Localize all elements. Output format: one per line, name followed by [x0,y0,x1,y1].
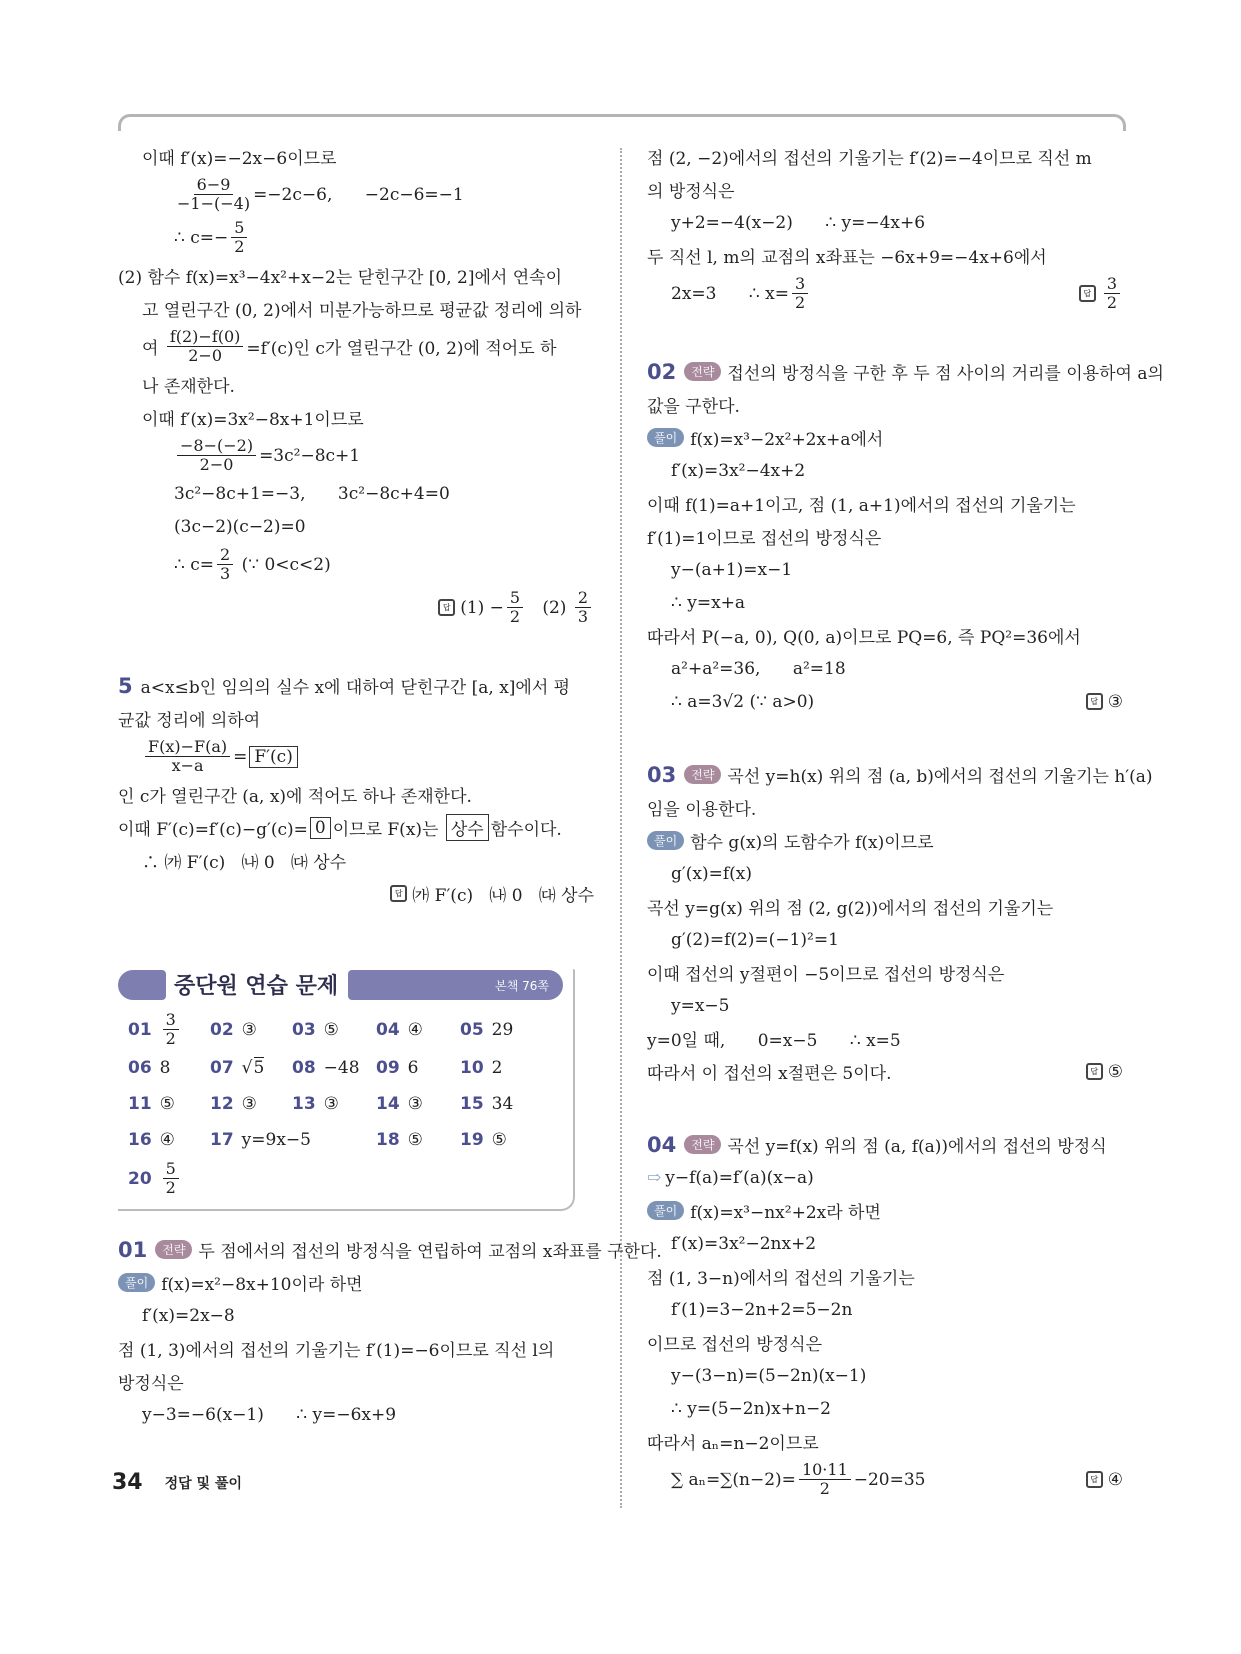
text-line [647,652,1123,685]
problem-number: 03 [647,762,677,787]
problem-number: 5 [118,673,133,698]
text-run: ∴ y=x+a [671,592,746,613]
text-run: y−(a+1)=x−1 [671,559,793,580]
text-line [118,877,594,910]
text-run: 2x=3 ∴ x= [671,283,789,304]
text-line [647,388,1123,421]
summary-problem-number: 02 [210,1019,234,1040]
text-run: g′(x)=f(x) [671,863,752,884]
summary-problem-number: 13 [292,1094,316,1114]
fraction [177,176,250,213]
numerator: 2 [217,546,233,565]
text-line [118,844,594,877]
text-line [118,510,594,543]
text-run: 따라서 이 접선의 x절편은 5이다. [647,1064,892,1084]
fraction [217,546,233,583]
text-run: 점 (2, −2)에서의 접선의 기울기는 f′(2)=−4이므로 직선 m [647,149,1092,169]
fraction [163,1160,179,1197]
summary-bar [348,970,563,1000]
fraction [575,589,591,626]
text-line [647,1425,1123,1458]
numerator: f(2)−f(0) [167,328,244,347]
fraction [792,275,808,312]
answer [390,881,594,906]
page-footer [112,1470,242,1495]
radical-sign: √ [241,1058,253,1078]
text-line [647,1022,1123,1055]
text-line [118,259,594,292]
answer [1079,275,1123,312]
denominator: 3 [577,607,588,626]
text-run: ∴ a=3√2 (∵ a>0) [671,691,815,712]
summary-answers-box [118,1005,575,1211]
fraction [145,738,230,775]
text-run: 접선의 방정식을 구한 후 두 점 사이의 거리를 이용하여 a의 [727,364,1164,384]
boxed-answer: 0 [310,817,331,839]
denominator: 2 [819,1479,830,1498]
fraction [167,328,244,365]
left-solutions-2 [118,1233,662,1431]
text-line [647,685,1123,718]
answer [1086,1062,1123,1082]
radicand: 5 [253,1058,265,1078]
summary-answer-item [292,1052,376,1084]
text-run: ④ [1107,1469,1123,1490]
text-run: −20=35 [853,1469,926,1490]
answer-icon: 답 [1079,285,1096,302]
summary-answer-item [460,1088,544,1120]
summary-answer-item [128,1124,210,1156]
text-run: 여 [142,339,164,359]
text-run: y−f(a)=f′(a)(x−a) [665,1167,814,1188]
text-line [647,1458,1123,1501]
text-line [647,824,1123,857]
text-run: f(x)=x³−2x²+2x+a에서 [690,430,884,450]
text-run: = [233,746,248,767]
text-line [118,811,594,844]
text-line [647,791,1123,824]
numerator: 10·11 [799,1461,851,1480]
summary-problem-number: 20 [128,1168,152,1189]
text-line [118,586,594,629]
summary-answer-item [376,1011,460,1048]
text-run: ∴ c=− [174,227,229,248]
text-line [118,325,594,368]
answer [1086,1470,1123,1490]
summary-answer-item [128,1011,210,1048]
text-run: 방정식은 [118,1374,184,1394]
text-line [118,173,594,216]
summary-answer-item [376,1052,460,1084]
column-divider [620,148,622,1508]
answer-icon: 답 [1086,1063,1103,1080]
denominator: 3 [220,564,231,583]
left-solutions [118,140,594,910]
text-line [647,1055,1123,1088]
strategy-badge: 전략 [684,765,721,784]
text-run: 점 (1, 3)에서의 접선의 기울기는 f′(1)=−6이므로 직선 l의 [118,1341,555,1361]
text-line [118,1332,594,1365]
denominator: 2 [509,607,521,626]
page-number: 34 [112,1470,143,1495]
text-run: f(x)=x³−nx²+2x라 하면 [690,1203,881,1223]
text-run: 이때 접선의 y절편이 −5이므로 접선의 방정식은 [647,965,1005,985]
fraction [1104,275,1120,312]
text-run: −48 [323,1058,360,1078]
text-run: 두 직선 l, m의 교점의 x좌표는 −6x+9=−4x+6에서 [647,248,1047,268]
text-run: 34 [491,1094,514,1114]
answer-icon: 답 [438,599,455,616]
text-line [118,1299,594,1332]
denominator: 2−0 [199,455,234,474]
right-column [647,140,1164,1501]
text-line [118,477,594,510]
numerator: −8−(−2) [177,437,256,456]
text-run: ④ [159,1130,175,1150]
text-run: =−2c−6, −2c−6=−1 [253,184,464,205]
denominator: 2 [234,237,245,256]
solution-badge: 풀이 [647,428,684,447]
text-line [647,1194,1123,1227]
denominator: 2 [165,1029,176,1048]
text-run: ㈎ F′(c) ㈏ 0 ㈐ 상수 [412,886,594,906]
text-run: 곡선 y=g(x) 위의 점 (2, g(2))에서의 접선의 기울기는 [647,899,1054,919]
strategy-badge: 전략 [155,1240,192,1259]
fraction [799,1461,851,1498]
summary-problem-number: 17 [210,1130,234,1150]
text-run: 값을 구한다. [647,397,740,417]
denominator: −1−(−4) [177,194,251,213]
summary-answer-item [210,1052,292,1084]
text-run: ∴ c= [174,554,214,575]
text-run: 점 (1, 3−n)에서의 접선의 기울기는 [647,1269,915,1289]
fraction [231,219,247,256]
summary-page-ref: 본책 76쪽 [495,979,549,993]
text-run: f′(x)=3x²−4x+2 [671,460,806,481]
numerator: 3 [1104,275,1120,294]
text-line [647,890,1123,923]
summary-problem-number: 09 [376,1058,400,1078]
text-run: (∵ 0<c<2) [236,554,331,575]
text-run: a<x≤b인 임의의 실수 x에 대하여 닫힌구간 [a, x]에서 평 [140,678,571,698]
text-run: 함수 g(x)의 도함수가 f(x)이므로 [690,833,934,853]
text-run: ⑤ [323,1019,339,1040]
text-run: 고 열린구간 (0, 2)에서 미분가능하므로 평균값 정리에 의하 [142,301,582,321]
text-run: ③ [323,1094,339,1114]
text-run: f(x)=x²−8x+10이라 하면 [161,1275,363,1295]
text-run: 8 [159,1058,171,1078]
text-line [118,292,594,325]
summary-title: 중단원 연습 문제 [174,974,339,999]
text-run: 곡선 y=h(x) 위의 점 (a, b)에서의 접선의 기울기는 h′(a) [727,767,1153,787]
fraction [163,1011,179,1048]
text-run: ⑤ [1107,1061,1123,1082]
text-run: (1) − [460,597,504,618]
text-run: 29 [491,1019,514,1040]
text-line [647,1161,1123,1194]
solution-badge: 풀이 [647,831,684,850]
summary-problem-number: 06 [128,1058,152,1078]
text-line [647,173,1123,206]
text-line [647,355,1164,388]
numerator: 3 [163,1011,179,1030]
text-run: 따라서 P(−a, 0), Q(0, a)이므로 PQ=6, 즉 PQ²=36에서 [647,628,1081,648]
text-run: ③ [241,1019,257,1040]
text-run: 이때 f(1)=a+1이고, 점 (1, a+1)에서의 접선의 기울기는 [647,496,1076,516]
text-line [118,1266,594,1299]
summary-problem-number: 16 [128,1130,152,1150]
summary-problem-number: 01 [128,1019,152,1040]
text-run: 함수이다. [490,820,562,840]
text-line [647,1227,1123,1260]
text-line [118,216,594,259]
text-line [647,239,1123,272]
summary-problem-number: 10 [460,1058,484,1078]
denominator: 2 [1106,293,1117,312]
text-run: a²+a²=36, a²=18 [671,658,846,679]
text-run: 임을 이용한다. [647,800,757,820]
summary-tab-decoration [118,970,166,1000]
text-line [118,778,594,811]
text-line [647,989,1123,1022]
summary-problem-number: 07 [210,1058,234,1078]
boxed-answer: 상수 [446,814,489,841]
text-run: 균값 정리에 의하여 [118,711,261,731]
summary-answer-grid [128,1011,573,1197]
summary-problem-number: 05 [460,1019,484,1040]
summary-answer-item [292,1011,376,1048]
text-run: ⑤ [407,1130,423,1150]
text-run: ∑ aₙ=∑(n−2)= [671,1469,796,1490]
text-run: 이므로 접선의 방정식은 [647,1335,823,1355]
boxed-answer: F′(c) [249,746,297,768]
text-line [118,1233,662,1266]
text-run: =3c²−8c+1 [259,445,361,466]
answer-icon: 답 [390,885,407,902]
footer-title: 정답 및 풀이 [164,1475,242,1492]
numerator: 6−9 [194,176,234,195]
text-line [118,401,594,434]
text-run: f′(1)=3−2n+2=5−2n [671,1299,853,1320]
summary-answer-item [128,1052,210,1084]
summary-answer-item [210,1011,292,1048]
answer-icon: 답 [1086,1471,1103,1488]
summary-problem-number: 03 [292,1019,316,1040]
summary-problem-number: 08 [292,1058,316,1078]
text-line [647,619,1123,652]
fraction [507,589,523,626]
text-run: y=x−5 [671,995,730,1016]
left-column [118,140,662,1431]
answer [1086,692,1123,712]
text-run: f′(x)=3x²−2nx+2 [671,1233,817,1254]
text-run: 6 [407,1058,419,1078]
text-line [647,272,1123,315]
numerator: 5 [507,589,523,608]
text-run: y+2=−4(x−2) ∴ y=−4x+6 [671,212,926,233]
text-line [647,1260,1123,1293]
text-line [118,543,594,586]
problem-number: 01 [118,1237,148,1262]
text-run: ∴ ㈎ F′(c) ㈏ 0 ㈐ 상수 [142,853,347,873]
summary-answer-item [376,1124,460,1156]
text-line [647,553,1123,586]
text-line [118,669,594,702]
text-line [647,1128,1123,1161]
solution-badge: 풀이 [118,1273,155,1292]
text-run: (3c−2)(c−2)=0 [174,516,306,537]
text-run: y−(3−n)=(5−2n)(x−1) [671,1365,867,1386]
text-line [647,454,1123,487]
summary-header [118,965,594,1005]
numerator: 5 [231,219,247,238]
text-line [647,1293,1123,1326]
text-line [647,421,1123,454]
summary-answer-item [460,1052,544,1084]
text-line [118,1365,594,1398]
problem-number: 02 [647,359,677,384]
text-line [647,140,1123,173]
text-line [647,206,1123,239]
text-run: f′(1)=1이므로 접선의 방정식은 [647,529,882,549]
numerator: 5 [163,1160,179,1179]
text-run: 3c²−8c+1=−3, 3c²−8c+4=0 [174,483,450,504]
answer-icon: 답 [1086,693,1103,710]
text-run: y=9x−5 [241,1130,311,1150]
text-run: 인 c가 열린구간 (a, x)에 적어도 하나 존재한다. [118,787,472,807]
summary-answer-item [376,1088,460,1120]
text-line [647,1326,1123,1359]
problem-number: 04 [647,1132,677,1157]
summary-problem-number: 15 [460,1094,484,1114]
summary-answer-item [210,1124,376,1156]
numerator: 3 [792,275,808,294]
text-run: ④ [407,1019,423,1040]
text-run: 이때 f′(x)=−2x−6이므로 [142,149,337,169]
text-run: 2 [491,1058,503,1078]
top-border [118,114,1126,131]
denominator: 2 [165,1178,176,1197]
text-line [647,487,1123,520]
summary-answer-item [460,1011,544,1048]
text-run: 이때 F′(c)=f′(c)−g′(c)= [118,820,308,840]
summary-answer-item [210,1088,292,1120]
summary-answer-item [460,1124,544,1156]
text-run: 나 존재한다. [142,377,235,397]
text-line [647,956,1123,989]
denominator: x−a [171,756,204,775]
square-root [242,1058,265,1078]
text-run: 이때 f′(x)=3x²−8x+1이므로 [142,410,364,430]
text-run: (2) [526,597,572,618]
text-run: 이므로 F(x)는 [332,820,444,840]
text-run: =f′(c)인 c가 열린구간 (0, 2)에 적어도 하 [246,339,557,359]
text-run: y=0일 때, 0=x−5 ∴ x=5 [647,1031,901,1051]
strategy-badge: 전략 [684,362,721,381]
denominator: 2−0 [188,346,222,365]
numerator: F(x)−F(a) [145,738,230,757]
text-run: 곡선 y=f(x) 위의 점 (a, f(a))에서의 접선의 방정식 [727,1137,1107,1157]
numerator: 2 [575,589,591,608]
text-run: 따라서 aₙ=n−2이므로 [647,1434,819,1454]
summary-problem-number: 11 [128,1094,152,1114]
text-run: ⑤ [159,1094,175,1114]
text-line [118,368,594,401]
text-run: ③ [407,1094,423,1114]
summary-answer-item [128,1088,210,1120]
text-line [118,1398,594,1431]
text-run: ③ [241,1094,257,1114]
text-run: 두 점에서의 접선의 방정식을 연립하여 교점의 x좌표를 구한다. [198,1242,662,1262]
strategy-badge: 전략 [684,1135,721,1154]
answer [438,589,594,626]
text-line [647,586,1123,619]
text-run: (2) 함수 f(x)=x³−4x²+x−2는 닫힌구간 [0, 2]에서 연속이 [118,268,563,288]
text-run: ⑤ [491,1130,507,1150]
text-run: ∴ y=(5−2n)x+n−2 [671,1398,831,1419]
text-run: f′(x)=2x−8 [142,1305,235,1326]
text-line [118,140,594,173]
text-run: g′(2)=f(2)=(−1)²=1 [671,929,839,950]
summary-answer-item [292,1088,376,1120]
summary-answer-item [128,1160,210,1197]
summary-problem-number: 04 [376,1019,400,1040]
solution-badge: 풀이 [647,1201,684,1220]
text-run: y−3=−6(x−1) ∴ y=−6x+9 [142,1404,397,1425]
summary-problem-number: 18 [376,1130,400,1150]
text-run: 의 방정식은 [647,182,735,202]
text-line [118,735,594,778]
text-line [647,1392,1123,1425]
text-line [647,857,1123,890]
summary-problem-number: 14 [376,1094,400,1114]
text-line [118,434,594,477]
text-line [647,923,1123,956]
summary-problem-number: 19 [460,1130,484,1150]
fraction [177,437,256,474]
text-line [118,702,594,735]
text-line [647,520,1123,553]
text-line [647,758,1153,791]
right-solutions [647,140,1164,1501]
denominator: 2 [794,293,806,312]
text-run: ③ [1107,691,1123,712]
arrow-icon: ⇨ [647,1167,662,1188]
summary-problem-number: 12 [210,1094,234,1114]
text-line [647,1359,1123,1392]
